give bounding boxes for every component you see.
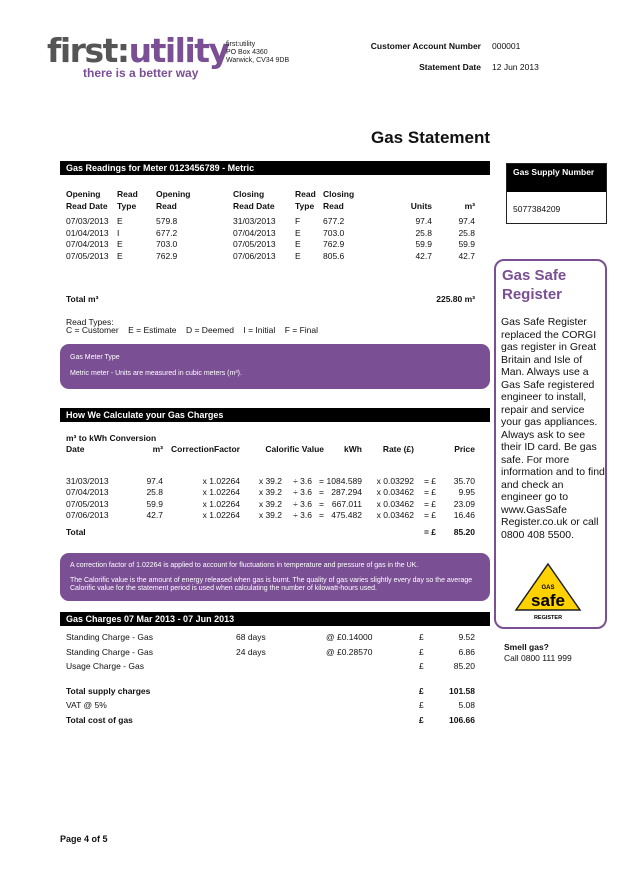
company-logo (47, 31, 229, 70)
col-header: Price (454, 444, 475, 454)
table-row: 07/03/2013 E 579.8 31/03/2013 F 677.2 97.4 97.4 (66, 216, 475, 227)
charges-table (66, 632, 475, 727)
table-row: 01/04/2013 I 677.2 07/04/2013 E 703.0 25.8 25.8 (66, 227, 475, 238)
address-line: PO Box 4360 (226, 49, 268, 56)
read-types-label: Read Types: (66, 317, 114, 327)
total-m3-label: Total m³ (66, 294, 99, 304)
col-header: m³ (464, 200, 475, 211)
logo-tagline: there is a better way (83, 66, 199, 80)
col-header: Rate (£) (382, 444, 414, 454)
total-m3-value: 225.80 m³ (436, 294, 475, 304)
col-header: Read (323, 200, 344, 211)
account-number-label: Customer Account Number (370, 41, 481, 51)
col-header: Read (117, 189, 138, 199)
account-number-value: 000001 (492, 41, 521, 51)
supply-total-row: Total supply charges £ 101.58 (66, 685, 475, 696)
col-header: Read Date (233, 200, 275, 211)
smell-gas-phone: Call 0800 111 999 (504, 653, 572, 663)
meter-type-box (60, 344, 490, 389)
readings-table (66, 189, 475, 263)
supply-number-value: 5077384209 (513, 204, 561, 214)
meter-type-heading: Gas Meter Type (70, 354, 120, 361)
calc-header-row (66, 444, 475, 456)
meter-type-text: Metric meter - Units are measured in cubic meters (m³). (70, 370, 242, 377)
col-header: Closing (233, 189, 265, 199)
gas-safe-logo-main: safe (530, 591, 566, 610)
calorific-info-text: The Calorific value is the amount of energy released when gas is burnt. The quality of gas varies slightly every day so the average Calorific value for the statement period is used when calculating the number of kilowatt-hours used. (70, 577, 473, 592)
company-address (226, 41, 289, 65)
col-header: Read (295, 189, 316, 199)
calc-total-value: 85.20 (453, 526, 475, 537)
supply-number-heading: Gas Supply Number (507, 164, 606, 192)
smell-gas-heading: Smell gas? (504, 642, 549, 652)
logo-colon: : (116, 31, 129, 70)
col-header: CorrectionFactor (171, 444, 240, 454)
col-header: Read Date (66, 200, 108, 211)
gas-safe-logo-top: GAS (541, 585, 555, 591)
gas-safe-logo-bottom: REGISTER (533, 615, 563, 621)
col-header: Opening (66, 189, 101, 199)
table-row: Standing Charge - Gas 68 days @ £0.14000 £ 9.52 (66, 632, 475, 642)
gas-safe-logo (514, 562, 582, 622)
col-header: Read (156, 200, 177, 211)
page-title: Gas Statement (371, 128, 491, 147)
table-row: Usage Charge - Gas £ 85.20 (66, 661, 475, 672)
col-header: Type (117, 200, 137, 211)
logo-first: first (47, 31, 117, 70)
col-header: Type (295, 200, 315, 211)
readings-heading: Gas Readings for Meter 0123456789 - Metric (60, 161, 490, 175)
col-header: Date (66, 444, 85, 454)
calorific-info-box (60, 553, 490, 601)
page-number: Page 4 of 5 (60, 834, 108, 844)
readings-header-row (66, 189, 475, 201)
total-cost-row: Total cost of gas £ 106.66 (66, 714, 475, 725)
supply-number-box (506, 163, 607, 224)
table-row: 07/06/2013 42.7 x 1.02264 x 39.2 ÷ 3.6 = 475.482 x 0.03462 = £ 16.46 (66, 510, 475, 521)
address-line: Warwick, CV34 9DB (226, 57, 290, 64)
charges-heading: Gas Charges 07 Mar 2013 - 07 Jun 2013 (60, 612, 490, 626)
table-row: 07/04/2013 E 703.0 07/05/2013 E 762.9 59.9 59.9 (66, 239, 475, 250)
calc-total-currency: = £ (423, 526, 436, 537)
col-header: Closing (323, 189, 355, 199)
col-header: Calorific Value (265, 444, 324, 454)
calc-table (66, 444, 475, 539)
table-row: 07/05/2013 59.9 x 1.02264 x 39.2 ÷ 3.6 = 667.011 x 0.03462 = £ 23.09 (66, 498, 475, 509)
calc-total-row (66, 527, 475, 539)
address-line: first:utility (226, 41, 256, 48)
read-types-legend: C = Customer E = Estimate D = Deemed I = Initial F = Final (66, 325, 319, 335)
gas-safe-text: Gas Safe Register replaced the CORGI gas register in Great Britain and Isle of Man. Always use a Gas Safe registered engineer to install, repair and service your gas appliances. Always ask to see their ID card. Be gas safe. For more information and to find and check an engineer go to www.GasSafe Register.co.uk or call 0800 408 5500. (501, 316, 605, 541)
readings-header-row (66, 201, 475, 213)
col-header: Units (410, 200, 432, 211)
gas-safe-panel (494, 259, 607, 629)
table-row: Standing Charge - Gas 24 days @ £0.28570 £ 6.86 (66, 646, 475, 657)
table-row: 07/04/2013 25.8 x 1.02264 x 39.2 ÷ 3.6 = 287.294 x 0.03462 = £ 9.95 (66, 487, 475, 498)
table-row: 07/05/2013 E 762.9 07/06/2013 E 805.6 42.7 42.7 (66, 250, 475, 261)
logo-utility: utility (128, 31, 229, 70)
col-header: kWh (344, 444, 362, 454)
gas-safe-title: Gas Safe Register (502, 267, 567, 303)
col-header: Opening (156, 189, 191, 199)
statement-date-label: Statement Date (419, 62, 481, 72)
vat-row: VAT @ 5% £ 5.08 (66, 700, 475, 711)
calc-heading: How We Calculate your Gas Charges (60, 408, 490, 422)
table-row: 31/03/2013 97.4 x 1.02264 x 39.2 ÷ 3.6 = 1084.589 x 0.03292 = £ 35.70 (66, 475, 475, 486)
calc-total-label: Total (66, 526, 86, 537)
correction-info-text: A correction factor of 1.02264 is applied to account for fluctuations in temperature and pressure of gas in the UK. (70, 562, 419, 569)
col-header: m³ (152, 444, 163, 454)
calc-subheading: m³ to kWh Conversion (66, 433, 157, 443)
statement-date-value: 12 Jun 2013 (492, 62, 539, 72)
